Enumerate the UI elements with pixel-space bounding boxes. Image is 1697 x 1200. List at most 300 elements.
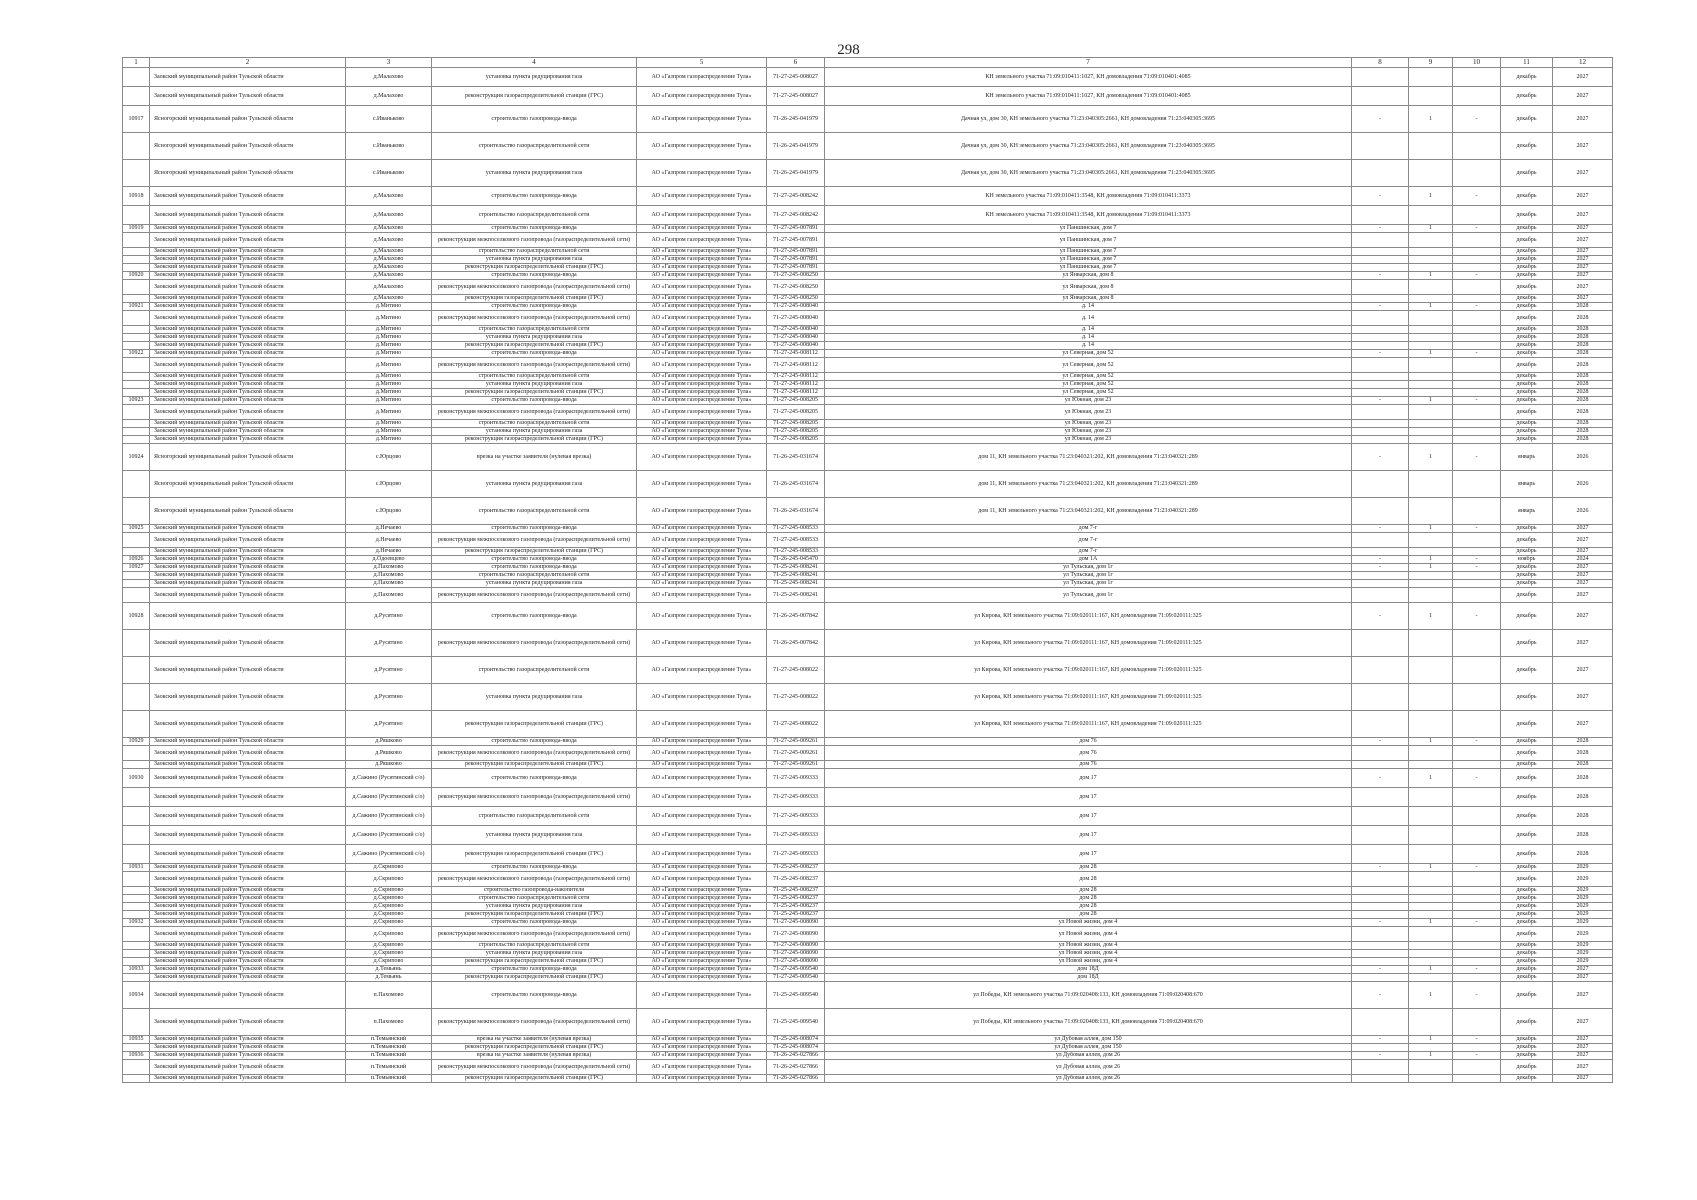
table-row: [123, 405, 1613, 420]
col9-cell: 1: [1409, 919, 1453, 927]
month-cell: январь: [1501, 444, 1553, 471]
year-cell: 2028: [1553, 807, 1613, 826]
year-cell: 2027: [1553, 280, 1613, 295]
col8-cell: [1352, 342, 1409, 350]
row-number-cell: [123, 657, 150, 684]
organization-cell: АО «Газпром газораспределение Тула»: [637, 525, 767, 533]
row-number-cell: [123, 358, 150, 373]
row-number-cell: [123, 334, 150, 342]
work-type-cell: установка пункта редуцирования газа: [432, 471, 637, 498]
col9-cell: [1409, 264, 1453, 272]
year-cell: 2028: [1553, 373, 1613, 381]
col8-cell: [1352, 405, 1409, 420]
month-cell: декабрь: [1501, 381, 1553, 389]
work-type-cell: реконструкция газораспределительной станции (ГРС): [432, 845, 637, 864]
organization-cell: АО «Газпром газораспределение Тула»: [637, 1060, 767, 1075]
row-number-cell: [123, 248, 150, 256]
month-cell: январь: [1501, 471, 1553, 498]
application-number-cell: 71-25-245-009540: [767, 982, 825, 1009]
address-cell: ул Паншинская, дом 7: [825, 248, 1352, 256]
settlement-cell: д.Одоевцево: [346, 556, 432, 564]
year-cell: 2028: [1553, 311, 1613, 326]
month-cell: декабрь: [1501, 311, 1553, 326]
settlement-cell: с.Иваньково: [346, 106, 432, 133]
col9-cell: [1409, 334, 1453, 342]
row-number-cell: 10924: [123, 444, 150, 471]
table-row: [123, 572, 1613, 580]
district-cell: Заокский муниципальный район Тульской области: [150, 548, 346, 556]
row-number-cell: 10919: [123, 225, 150, 233]
table-row: [123, 950, 1613, 958]
month-cell: декабрь: [1501, 428, 1553, 436]
address-cell: ул Новой жизни, дом 4: [825, 942, 1352, 950]
address-cell: дом 1А: [825, 556, 1352, 564]
row-number-cell: 10932: [123, 919, 150, 927]
work-type-cell: реконструкция межпоселкового газопровода (газораспределительной сети): [432, 746, 637, 761]
col9-cell: 1: [1409, 1052, 1453, 1060]
month-cell: декабрь: [1501, 548, 1553, 556]
table-row: [123, 342, 1613, 350]
application-number-cell: 71-25-245-008237: [767, 903, 825, 911]
col8-cell: [1352, 974, 1409, 982]
organization-cell: АО «Газпром газораспределение Тула»: [637, 68, 767, 87]
address-cell: дом 17: [825, 807, 1352, 826]
table-row: [123, 471, 1613, 498]
col9-cell: [1409, 927, 1453, 942]
col10-cell: [1453, 588, 1501, 603]
month-cell: январь: [1501, 498, 1553, 525]
col10-cell: [1453, 436, 1501, 444]
organization-cell: АО «Газпром газораспределение Тула»: [637, 206, 767, 225]
col8-cell: -: [1352, 525, 1409, 533]
col9-cell: [1409, 256, 1453, 264]
address-cell: ул Кирова, КН земельного участка 71:09:020111:167, КН домовладения 71:09:020111:325: [825, 603, 1352, 630]
organization-cell: АО «Газпром газораспределение Тула»: [637, 657, 767, 684]
col8-cell: [1352, 588, 1409, 603]
col8-cell: [1352, 381, 1409, 389]
year-cell: 2028: [1553, 389, 1613, 397]
district-cell: Заокский муниципальный район Тульской области: [150, 630, 346, 657]
year-cell: 2028: [1553, 326, 1613, 334]
col10-cell: [1453, 420, 1501, 428]
table-row: [123, 588, 1613, 603]
application-number-cell: 71-27-245-008205: [767, 397, 825, 405]
col10-cell: [1453, 761, 1501, 769]
organization-cell: АО «Газпром газораспределение Тула»: [637, 872, 767, 887]
settlement-cell: д.Малахово: [346, 206, 432, 225]
organization-cell: АО «Газпром газораспределение Тула»: [637, 225, 767, 233]
application-number-cell: 71-25-245-008241: [767, 588, 825, 603]
settlement-cell: д.Нечаево: [346, 548, 432, 556]
col10-cell: -: [1453, 738, 1501, 746]
organization-cell: АО «Газпром газораспределение Тула»: [637, 950, 767, 958]
month-cell: декабрь: [1501, 950, 1553, 958]
district-cell: Ясногорский муниципальный район Тульской области: [150, 106, 346, 133]
year-cell: 2028: [1553, 826, 1613, 845]
organization-cell: АО «Газпром газораспределение Тула»: [637, 548, 767, 556]
address-cell: КН земельного участка 71:09:010411:3548, КН домовладения 71:09:010411:3373: [825, 187, 1352, 206]
row-number-cell: [123, 1009, 150, 1036]
application-number-cell: 71-25-245-008237: [767, 872, 825, 887]
col10-cell: -: [1453, 187, 1501, 206]
work-type-cell: установка пункта редуцирования газа: [432, 256, 637, 264]
col9-cell: [1409, 911, 1453, 919]
table-row: [123, 444, 1613, 471]
row-number-cell: 10917: [123, 106, 150, 133]
address-cell: ул Январская, дом 8: [825, 280, 1352, 295]
organization-cell: АО «Газпром газораспределение Тула»: [637, 303, 767, 311]
district-cell: Заокский муниципальный район Тульской области: [150, 350, 346, 358]
row-number-cell: [123, 911, 150, 919]
work-type-cell: строительство газопровода-ввода: [432, 187, 637, 206]
organization-cell: АО «Газпром газораспределение Тула»: [637, 911, 767, 919]
col9-cell: [1409, 1060, 1453, 1075]
year-cell: 2029: [1553, 864, 1613, 872]
row-number-cell: [123, 342, 150, 350]
application-number-cell: 71-26-245-041979: [767, 133, 825, 160]
col10-cell: [1453, 326, 1501, 334]
organization-cell: АО «Газпром газораспределение Тула»: [637, 106, 767, 133]
col8-cell: -: [1352, 603, 1409, 630]
district-cell: Заокский муниципальный район Тульской области: [150, 256, 346, 264]
work-type-cell: реконструкция газораспределительной станции (ГРС): [432, 1075, 637, 1083]
year-cell: 2027: [1553, 87, 1613, 106]
col10-cell: [1453, 373, 1501, 381]
district-cell: Заокский муниципальный район Тульской области: [150, 295, 346, 303]
district-cell: Заокский муниципальный район Тульской области: [150, 872, 346, 887]
col10-cell: -: [1453, 982, 1501, 1009]
application-number-cell: 71-27-245-008242: [767, 206, 825, 225]
organization-cell: АО «Газпром газораспределение Тула»: [637, 373, 767, 381]
table-row: [123, 657, 1613, 684]
work-type-cell: установка пункта редуцирования газа: [432, 381, 637, 389]
row-number-cell: [123, 420, 150, 428]
col10-cell: [1453, 206, 1501, 225]
organization-cell: АО «Газпром газораспределение Тула»: [637, 588, 767, 603]
work-type-cell: строительство газораспределительной сети: [432, 420, 637, 428]
col9-cell: 1: [1409, 444, 1453, 471]
work-type-cell: строительство газопровода-ввода: [432, 966, 637, 974]
application-number-cell: 71-27-245-008090: [767, 950, 825, 958]
organization-cell: АО «Газпром газораспределение Тула»: [637, 788, 767, 807]
table-row: [123, 927, 1613, 942]
col10-cell: -: [1453, 272, 1501, 280]
year-cell: 2029: [1553, 911, 1613, 919]
col9-cell: 1: [1409, 556, 1453, 564]
table-row: [123, 350, 1613, 358]
application-number-cell: 71-26-245-031674: [767, 471, 825, 498]
row-number-cell: [123, 280, 150, 295]
table-row: [123, 1052, 1613, 1060]
col8-cell: [1352, 746, 1409, 761]
district-cell: Заокский муниципальный район Тульской области: [150, 845, 346, 864]
row-number-cell: [123, 588, 150, 603]
col10-cell: [1453, 1044, 1501, 1052]
col9-cell: [1409, 405, 1453, 420]
work-type-cell: строительство газопровода-ввода: [432, 225, 637, 233]
organization-cell: АО «Газпром газораспределение Тула»: [637, 1044, 767, 1052]
district-cell: Заокский муниципальный район Тульской области: [150, 373, 346, 381]
address-cell: ул Дубовая аллея, дом 26: [825, 1060, 1352, 1075]
year-cell: 2028: [1553, 436, 1613, 444]
col9-cell: [1409, 1075, 1453, 1083]
table-row: [123, 106, 1613, 133]
work-type-cell: реконструкция газораспределительной станции (ГРС): [432, 958, 637, 966]
col10-cell: -: [1453, 603, 1501, 630]
work-type-cell: реконструкция межпоселкового газопровода (газораспределительной сети): [432, 358, 637, 373]
col10-cell: [1453, 1060, 1501, 1075]
settlement-cell: д.Митино: [346, 381, 432, 389]
month-cell: декабрь: [1501, 133, 1553, 160]
organization-cell: АО «Газпром газораспределение Тула»: [637, 358, 767, 373]
application-number-cell: 71-25-245-009540: [767, 1009, 825, 1036]
year-cell: 2027: [1553, 133, 1613, 160]
month-cell: декабрь: [1501, 350, 1553, 358]
table-row: [123, 738, 1613, 746]
work-type-cell: строительство газораспределительной сети: [432, 942, 637, 950]
row-number-cell: [123, 428, 150, 436]
district-cell: Заокский муниципальный район Тульской области: [150, 887, 346, 895]
col9-cell: [1409, 761, 1453, 769]
year-cell: 2029: [1553, 958, 1613, 966]
col9-cell: [1409, 580, 1453, 588]
col8-cell: [1352, 788, 1409, 807]
organization-cell: АО «Газпром газораспределение Тула»: [637, 958, 767, 966]
work-type-cell: строительство газораспределительной сети: [432, 248, 637, 256]
table-row: [123, 295, 1613, 303]
table-row: [123, 187, 1613, 206]
application-number-cell: 71-27-245-008205: [767, 428, 825, 436]
table-row: [123, 272, 1613, 280]
application-number-cell: 71-27-245-007891: [767, 264, 825, 272]
work-type-cell: реконструкция межпоселкового газопровода (газораспределительной сети): [432, 311, 637, 326]
col10-cell: [1453, 942, 1501, 950]
col10-cell: [1453, 826, 1501, 845]
table-row: [123, 788, 1613, 807]
col9-cell: [1409, 1044, 1453, 1052]
col9-cell: [1409, 326, 1453, 334]
table-row: [123, 533, 1613, 548]
col10-cell: [1453, 342, 1501, 350]
col9-cell: 1: [1409, 525, 1453, 533]
col10-cell: [1453, 746, 1501, 761]
work-type-cell: установка пункта редуцирования газа: [432, 580, 637, 588]
work-type-cell: реконструкция межпоселкового газопровода (газораспределительной сети): [432, 405, 637, 420]
year-cell: 2028: [1553, 769, 1613, 788]
settlement-cell: д.Митино: [346, 311, 432, 326]
col9-cell: [1409, 746, 1453, 761]
application-number-cell: 71-27-245-009333: [767, 826, 825, 845]
table-body: [123, 68, 1613, 1083]
organization-cell: АО «Газпром газораспределение Тула»: [637, 87, 767, 106]
col9-cell: 1: [1409, 982, 1453, 1009]
table-row: [123, 826, 1613, 845]
address-cell: дом 17: [825, 769, 1352, 788]
month-cell: декабрь: [1501, 580, 1553, 588]
address-cell: дом 28: [825, 872, 1352, 887]
col8-cell: [1352, 436, 1409, 444]
address-cell: ул Кирова, КН земельного участка 71:09:020111:167, КН домовладения 71:09:020111:325: [825, 684, 1352, 711]
year-cell: 2029: [1553, 919, 1613, 927]
application-number-cell: 71-27-245-008040: [767, 326, 825, 334]
organization-cell: АО «Газпром газораспределение Тула»: [637, 895, 767, 903]
col9-cell: [1409, 233, 1453, 248]
col8-cell: [1352, 428, 1409, 436]
application-number-cell: 71-27-245-008533: [767, 533, 825, 548]
settlement-cell: д.Темьянь: [346, 974, 432, 982]
address-cell: ул Дубовая аллея, дом 150: [825, 1036, 1352, 1044]
settlement-cell: п.Пахомово: [346, 982, 432, 1009]
address-cell: ул Тульская, дом 1г: [825, 588, 1352, 603]
col8-cell: [1352, 684, 1409, 711]
settlement-cell: д.Скрипово: [346, 872, 432, 887]
organization-cell: АО «Газпром газораспределение Тула»: [637, 272, 767, 280]
work-type-cell: реконструкция межпоселкового газопровода (газораспределительной сети): [432, 927, 637, 942]
settlement-cell: д.Малахово: [346, 264, 432, 272]
year-cell: 2027: [1553, 684, 1613, 711]
district-cell: Заокский муниципальный район Тульской области: [150, 420, 346, 428]
row-number-cell: [123, 903, 150, 911]
col9-cell: [1409, 845, 1453, 864]
application-number-cell: 71-27-245-008242: [767, 187, 825, 206]
table-row: [123, 233, 1613, 248]
table-row: [123, 807, 1613, 826]
register-table: [122, 57, 1613, 1083]
column-header: 4: [432, 58, 637, 68]
year-cell: 2027: [1553, 1009, 1613, 1036]
row-number-cell: [123, 761, 150, 769]
settlement-cell: д.Скрипово: [346, 887, 432, 895]
address-cell: ул Дубовая аллея, дом 26: [825, 1052, 1352, 1060]
work-type-cell: строительство газопровода-ввода: [432, 982, 637, 1009]
district-cell: Заокский муниципальный район Тульской области: [150, 684, 346, 711]
district-cell: Заокский муниципальный район Тульской области: [150, 746, 346, 761]
address-cell: дом 76: [825, 746, 1352, 761]
col10-cell: [1453, 657, 1501, 684]
row-number-cell: [123, 872, 150, 887]
page-number: 298: [837, 42, 860, 58]
col10-cell: [1453, 548, 1501, 556]
address-cell: ул Северная, дом 52: [825, 389, 1352, 397]
col9-cell: 1: [1409, 738, 1453, 746]
district-cell: Заокский муниципальный район Тульской области: [150, 436, 346, 444]
organization-cell: АО «Газпром газораспределение Тула»: [637, 342, 767, 350]
district-cell: Заокский муниципальный район Тульской области: [150, 225, 346, 233]
table-row: [123, 311, 1613, 326]
year-cell: 2027: [1553, 1060, 1613, 1075]
col8-cell: [1352, 1075, 1409, 1083]
month-cell: декабрь: [1501, 927, 1553, 942]
district-cell: Заокский муниципальный район Тульской области: [150, 588, 346, 603]
col9-cell: [1409, 657, 1453, 684]
settlement-cell: д.Ряшково: [346, 761, 432, 769]
col8-cell: [1352, 872, 1409, 887]
year-cell: 2027: [1553, 630, 1613, 657]
address-cell: дом 76: [825, 738, 1352, 746]
organization-cell: АО «Газпром газораспределение Тула»: [637, 397, 767, 405]
col10-cell: [1453, 533, 1501, 548]
address-cell: ул Паншинская, дом 7: [825, 233, 1352, 248]
address-cell: КН земельного участка 71:09:010411:1027, КН домовладения 71:09:010401:4085: [825, 87, 1352, 106]
table-row: [123, 982, 1613, 1009]
district-cell: Заокский муниципальный район Тульской области: [150, 966, 346, 974]
month-cell: декабрь: [1501, 373, 1553, 381]
work-type-cell: строительство газопровода-ввода: [432, 864, 637, 872]
month-cell: декабрь: [1501, 572, 1553, 580]
year-cell: 2028: [1553, 420, 1613, 428]
month-cell: декабрь: [1501, 87, 1553, 106]
settlement-cell: д.Малахово: [346, 225, 432, 233]
organization-cell: АО «Газпром газораспределение Тула»: [637, 927, 767, 942]
col8-cell: [1352, 958, 1409, 966]
row-number-cell: [123, 206, 150, 225]
table-row: [123, 225, 1613, 233]
table-row: [123, 684, 1613, 711]
row-number-cell: [123, 807, 150, 826]
address-cell: ул Южная, дом 23: [825, 420, 1352, 428]
work-type-cell: строительство газораспределительной сети: [432, 807, 637, 826]
table-row: [123, 420, 1613, 428]
address-cell: ул Паншинская, дом 7: [825, 225, 1352, 233]
application-number-cell: 71-27-245-008112: [767, 358, 825, 373]
settlement-cell: д.Сажино (Русятинский с/о): [346, 788, 432, 807]
row-number-cell: [123, 295, 150, 303]
col9-cell: 1: [1409, 769, 1453, 788]
row-number-cell: [123, 548, 150, 556]
application-number-cell: 71-27-245-008533: [767, 525, 825, 533]
col9-cell: [1409, 872, 1453, 887]
work-type-cell: строительство газораспределительной сети: [432, 206, 637, 225]
address-cell: дом 18Д: [825, 966, 1352, 974]
row-number-cell: 10923: [123, 397, 150, 405]
settlement-cell: д.Ряшково: [346, 746, 432, 761]
application-number-cell: 71-26-245-027866: [767, 1075, 825, 1083]
settlement-cell: д.Скрипово: [346, 895, 432, 903]
organization-cell: АО «Газпром газораспределение Тула»: [637, 498, 767, 525]
year-cell: 2027: [1553, 1044, 1613, 1052]
application-number-cell: 71-27-245-008250: [767, 272, 825, 280]
settlement-cell: д.Малахово: [346, 256, 432, 264]
col10-cell: [1453, 87, 1501, 106]
year-cell: 2029: [1553, 927, 1613, 942]
year-cell: 2027: [1553, 295, 1613, 303]
application-number-cell: 71-25-245-008241: [767, 564, 825, 572]
col8-cell: [1352, 87, 1409, 106]
row-number-cell: [123, 974, 150, 982]
row-number-cell: [123, 788, 150, 807]
district-cell: Заокский муниципальный район Тульской области: [150, 397, 346, 405]
col8-cell: [1352, 761, 1409, 769]
year-cell: 2027: [1553, 233, 1613, 248]
settlement-cell: д.Нечаево: [346, 525, 432, 533]
district-cell: Заокский муниципальный район Тульской области: [150, 533, 346, 548]
application-number-cell: 71-26-245-007842: [767, 603, 825, 630]
col9-cell: [1409, 389, 1453, 397]
month-cell: декабрь: [1501, 788, 1553, 807]
year-cell: 2027: [1553, 588, 1613, 603]
district-cell: Заокский муниципальный район Тульской области: [150, 572, 346, 580]
col9-cell: [1409, 373, 1453, 381]
col8-cell: [1352, 264, 1409, 272]
application-number-cell: 71-27-245-009333: [767, 769, 825, 788]
address-cell: ул Победы, КН земельного участка 71:09:020408:133, КН домовладения 71:09:020408:670: [825, 982, 1352, 1009]
organization-cell: АО «Газпром газораспределение Тула»: [637, 389, 767, 397]
col9-cell: 1: [1409, 272, 1453, 280]
year-cell: 2027: [1553, 206, 1613, 225]
district-cell: Заокский муниципальный район Тульской области: [150, 1075, 346, 1083]
month-cell: декабрь: [1501, 769, 1553, 788]
district-cell: Заокский муниципальный район Тульской области: [150, 1036, 346, 1044]
